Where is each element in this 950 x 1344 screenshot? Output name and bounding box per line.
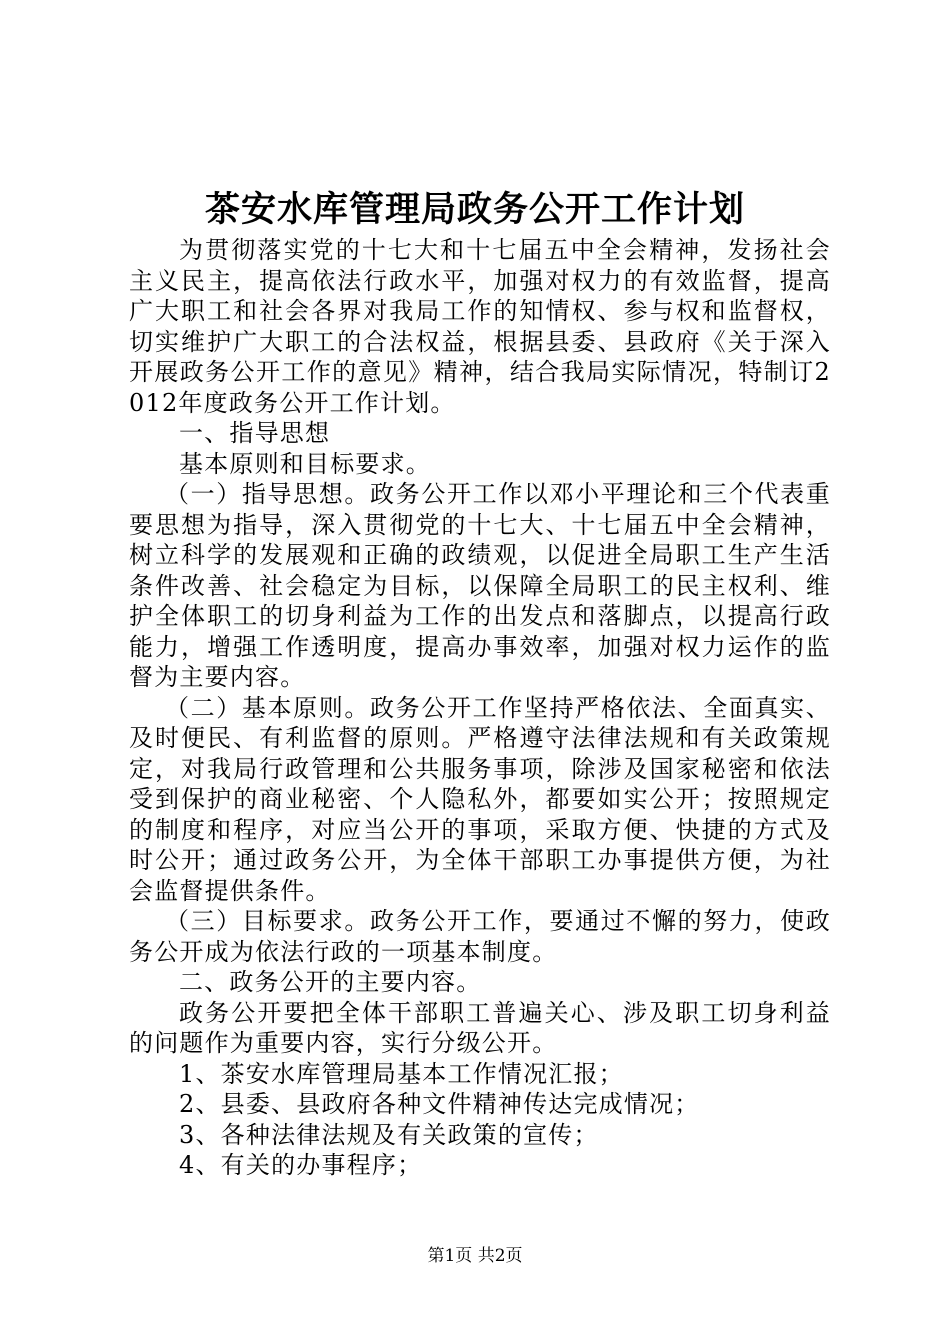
paragraph-principles-goals: 基本原则和目标要求。 [179, 449, 431, 478]
paragraph-section-2: （二）基本原则。政务公开工作坚持严格依法、全面真实、及时便民、有利监督的原则。严格遵守法律法规和有关政策规定，对我局行政管理和公共服务事项，除涉及国家秘密和依法受到保护的商业秘密、个人隐私外，都要如实公开；按照规定的制度和程序，对应当公开的事项，采取方便、快捷的方式及时公开；通过政务公开，为全体干部职工办事提供方便，为社会监督提供条件。 [129, 693, 831, 905]
list-item-4: 4、有关的办事程序； [179, 1151, 423, 1179]
paragraph-main-content: 政务公开要把全体干部职工普遍关心、涉及职工切身利益的问题作为重要内容，实行分级公开。 [129, 998, 831, 1057]
paragraph-intro: 为贯彻落实党的十七大和十七届五中全会精神，发扬社会主义民主，提高依法行政水平，加强对权力的有效监督，提高广大职工和社会各界对我局工作的知情权、参与权和监督权，切实维护广大职工的合法权益，根据县委、县政府《关于深入开展政务公开工作的意见》精神，结合我局实际情况，特制订2012年度政务公开工作计划。 [129, 236, 831, 417]
heading-main-content: 二、政务公开的主要内容。 [179, 968, 482, 996]
page-footer: 第1页 共2页 [427, 1246, 523, 1266]
list-item-2: 2、县委、县政府各种文件精神传达完成情况； [179, 1090, 700, 1118]
document-title: 茶安水库管理局政务公开工作计划 [204, 189, 745, 230]
list-item-1: 1、茶安水库管理局基本工作情况汇报； [179, 1059, 624, 1088]
paragraph-section-3: （三）目标要求。政务公开工作，要通过不懈的努力，使政务公开成为依法行政的一项基本制度。 [129, 907, 831, 966]
heading-guiding-thought: 一、指导思想 [179, 419, 331, 447]
paragraph-section-1: （一）指导思想。政务公开工作以邓小平理论和三个代表重要思想为指导，深入贯彻党的十七大、十七届五中全会精神，树立科学的发展观和正确的政绩观，以促进全局职工生产生活条件改善、社会稳定为目标，以保障全局职工的民主权利、维护全体职工的切身利益为工作的出发点和落脚点，以提高行政能力，增强工作透明度，提高办事效率，加强对权力运作的监督为主要内容。 [129, 480, 831, 691]
list-item-3: 3、各种法律法规及有关政策的宣传； [179, 1120, 599, 1149]
document-body [129, 235, 831, 1181]
